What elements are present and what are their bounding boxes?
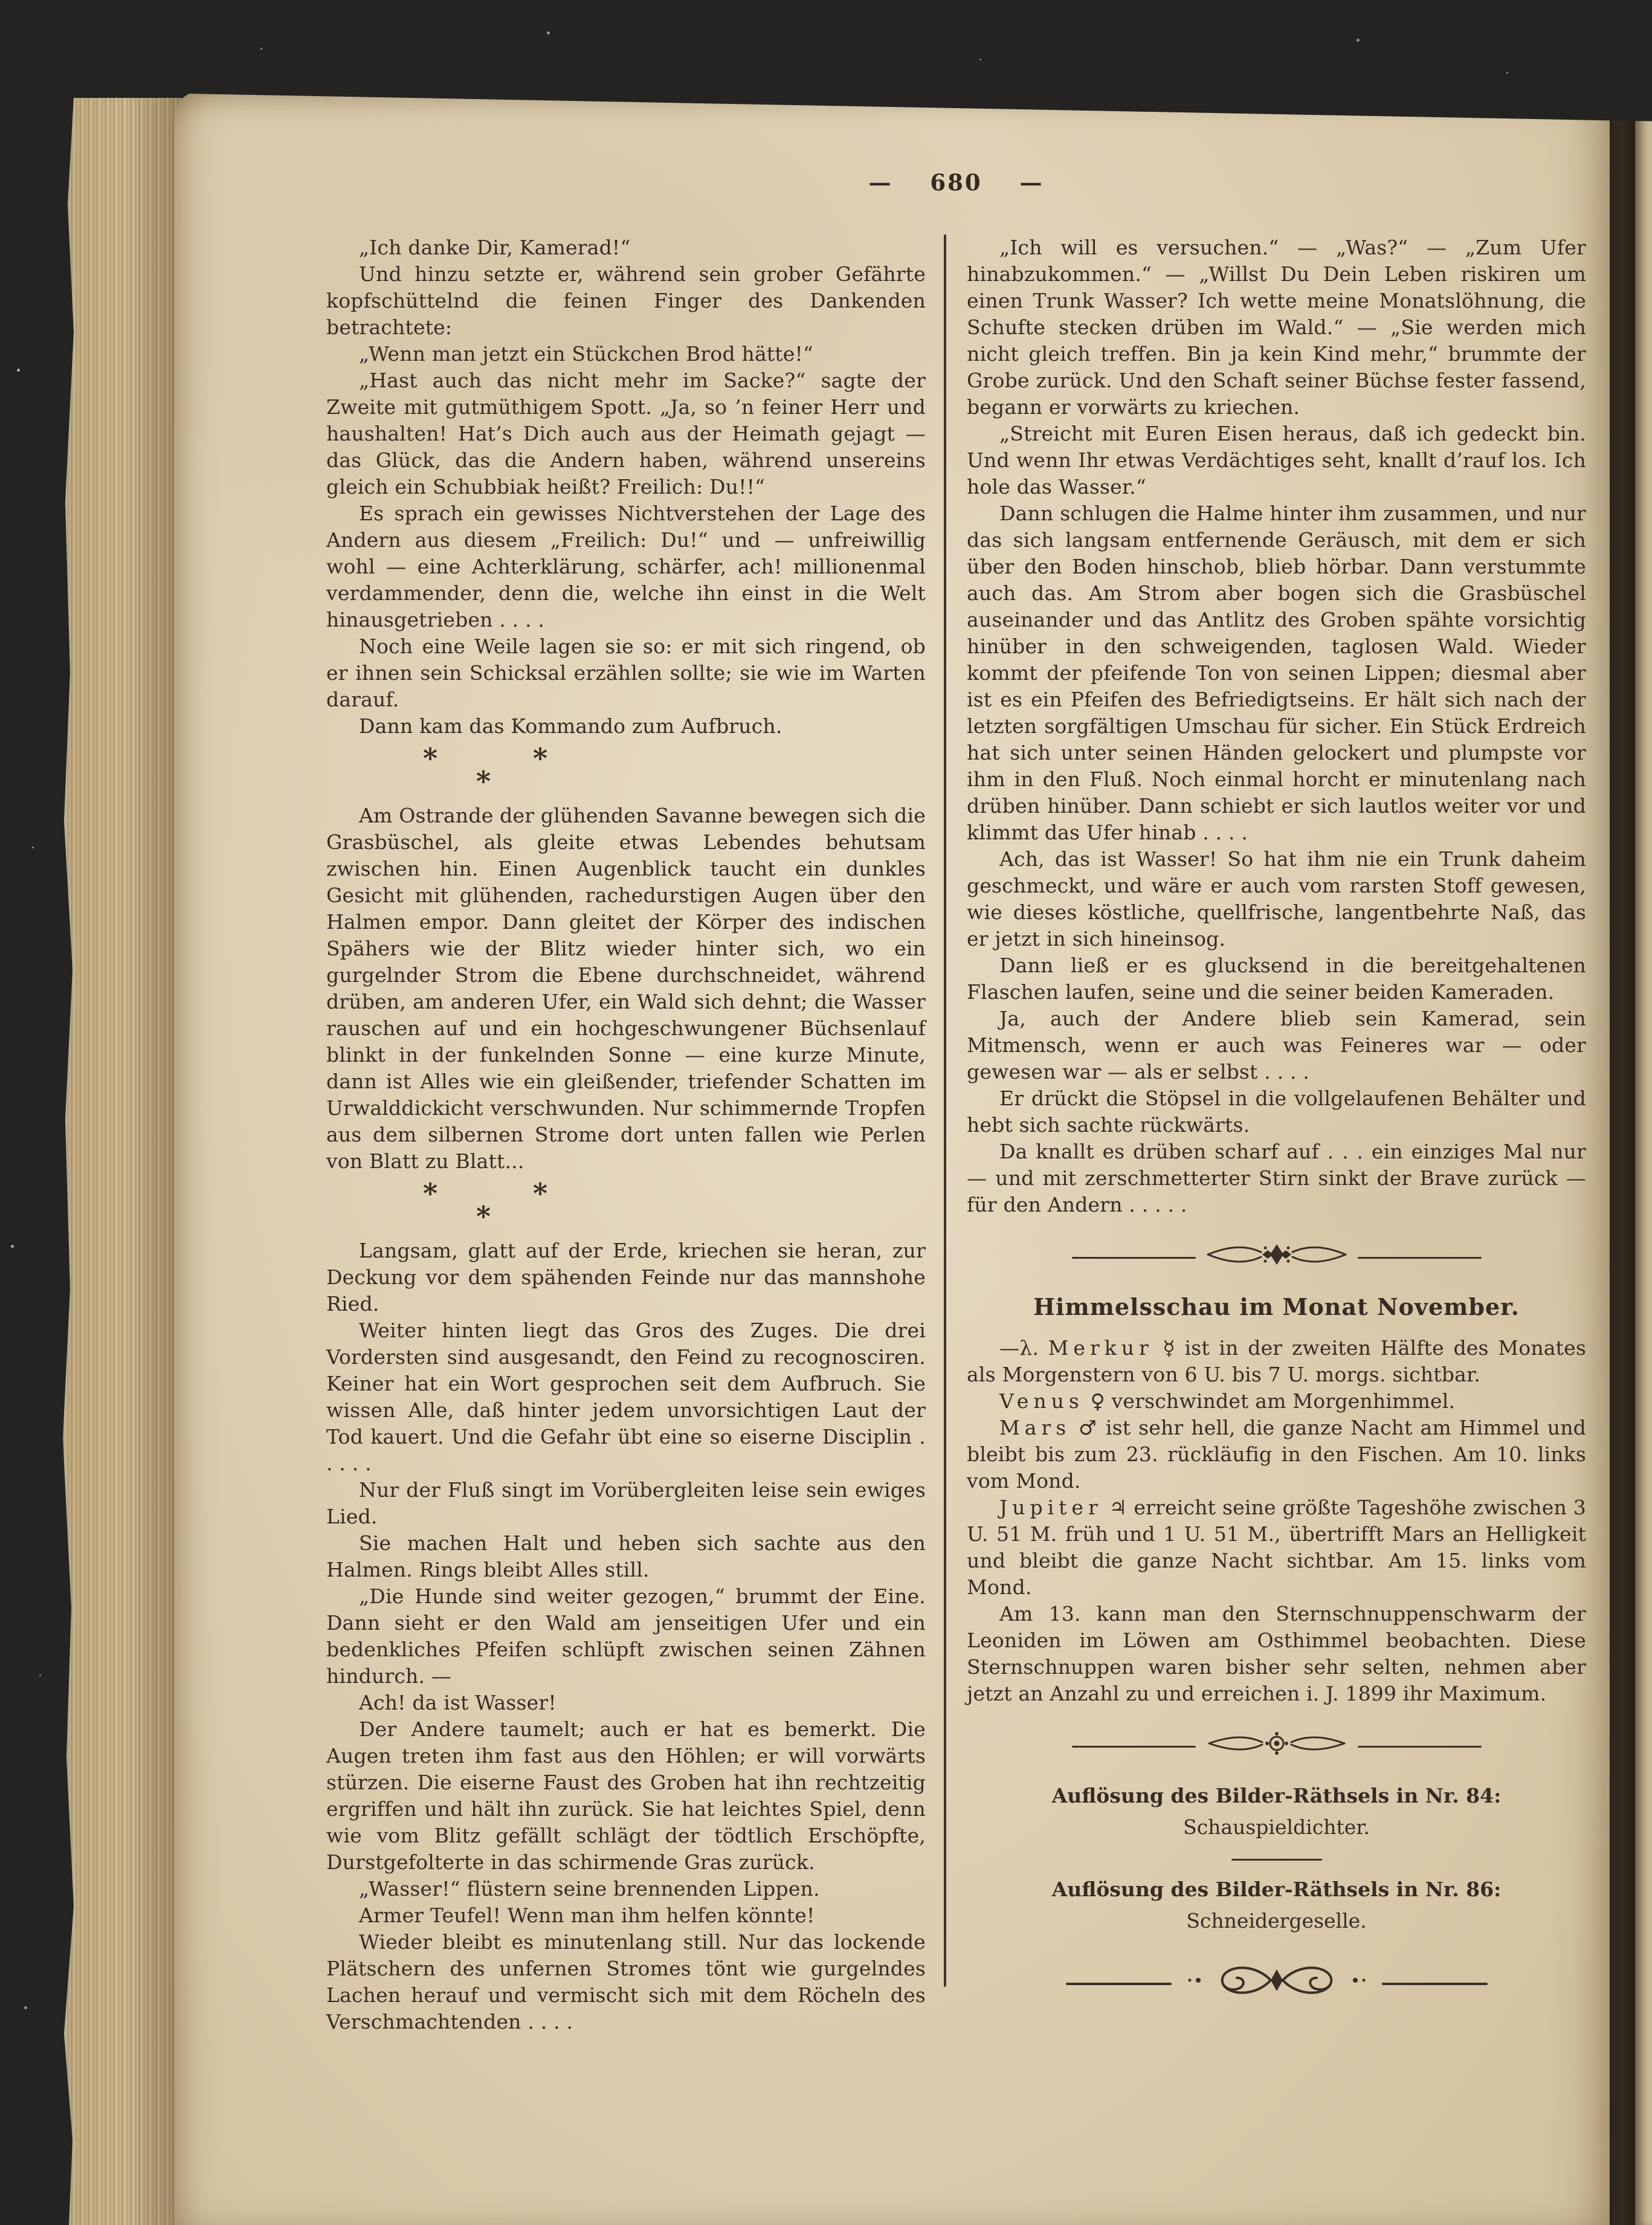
- ornamental-divider: [967, 1240, 1586, 1276]
- asterisk-glyph: *: [423, 742, 438, 775]
- story-paragraph: Langsam, glatt auf der Erde, kriechen sie heran, zur Deckung vor dem spähenden Feinde nur das mannshohe Ried.: [326, 1239, 926, 1316]
- astronomy-item-mars: Mars ♂ ist sehr hell, die ganze Nacht am Himmel und bleibt bis zum 23. rückläufig in den Fischen. Am 10. links vom Mond.: [967, 1416, 1586, 1493]
- story-paragraph: Nur der Fluß singt im Vorübergleiten leise sein ewiges Lied.: [326, 1478, 926, 1528]
- story-paragraph: Am 13. kann man den Sternschnuppenschwarm der Leoniden im Löwen am Osthimmel beobachten. Diese Sternschnuppen waren bisher sehr selten, nehmen aber jetzt an Anzahl zu und erreichen i. J. 1899 ihr Maximum.: [967, 1602, 1586, 1705]
- section-break-stars: [326, 1178, 926, 1234]
- divider-ornament: [1204, 1240, 1349, 1276]
- page-edge-stack: [56, 98, 184, 2225]
- story-paragraph: Sie machen Halt und heben sich sachte aus den Halmen. Rings bleibt Alles still.: [326, 1531, 926, 1581]
- riddle-solution: [967, 1876, 1586, 1934]
- divider-line: [1072, 1257, 1196, 1259]
- solution-separator-rule: [1231, 1859, 1322, 1861]
- astronomy-item-merkur: —λ. Merkur ☿ ist in der zweiten Hälfte des Monates als Morgenstern von 6 U. bis 7 U. morgs. sichtbar.: [967, 1336, 1586, 1386]
- planet-name: Merkur: [1048, 1336, 1153, 1360]
- story-paragraph: Er drückt die Stöpsel in die vollgelaufenen Behälter und hebt sich sachte rückwärts.: [967, 1087, 1586, 1137]
- right-column: [967, 234, 1586, 2009]
- story-paragraph: Der Andere taumelt; auch er hat es bemerkt. Die Augen treten ihm fast aus den Höhlen; er will vorwärts stürzen. Die eiserne Faust des Groben hat ihn rechtzeitig ergriffen und hält ihn zurück. Sie hat leichtes Spiel, denn wie vom Blitz gefällt schlägt der tödtlich Erschöpfte, Durstgefolterte in das schirmende Gras zurück.: [326, 1717, 926, 1874]
- story-paragraph: Am Ostrande der glühenden Savanne bewegen sich die Grasbüschel, als gleite etwas Lebendes behutsam zwischen hin. Einen Augenblick taucht ein dunkles Gesicht mit glühenden, rachedurstigen Augen über den Halmen empor. Dann gleitet der Körper des indischen Spähers wie der Blitz wieder hinter sich, wo ein gurgelnder Strom die Ebene durchschneidet, während drüben, am anderen Ufer, ein Wald sich dehnt; die Wasser rauschen auf und ein hochgeschwungener Büchsenlauf blinkt in der funkelnden Sonne — eine kurze Minute, dann ist Alles wie ein gleißender, triefender Schatten im Urwalddickicht verschwunden. Nur schimmernde Tropfen aus dem silbernen Strome dort unten fallen wie Perlen von Blatt zu Blatt...: [326, 804, 926, 1173]
- text-content: [326, 169, 1586, 2033]
- story-paragraph: Und hinzu setzte er, während sein grober Gefährte kopfschüttelnd die feinen Finger des Dankenden betrachtete:: [326, 262, 926, 339]
- planet-symbol-icon: ♂: [1079, 1416, 1099, 1439]
- adjacent-page-sliver: [1635, 91, 1652, 2225]
- story-paragraph: „Ich danke Dir, Kamerad!“: [359, 236, 631, 259]
- story-paragraph: „Streicht mit Euren Eisen heraus, daß ich gedeckt bin. Und wenn Ihr etwas Verdächtiges seht, knallt d’rauf los. Ich hole das Wasser.“: [967, 422, 1586, 499]
- asterisk-glyph: *: [533, 742, 548, 775]
- asterisk-glyph: *: [476, 1200, 491, 1233]
- story-paragraph: „Hast auch das nicht mehr im Sacke?“ sagte der Zweite mit gutmüthigem Spott. „Ja, so ’n feiner Herr und haushalten! Hat’s Dich auch aus der Heimath gejagt — das Glück, das die Andern haben, während unsereins gleich ein Schubbiak heißt? Freilich: Du!!“: [326, 369, 926, 499]
- story-paragraph: Es sprach ein gewisses Nichtverstehen der Lage des Andern aus diesem „Freilich: Du!“ und — unfreiwillig wohl — eine Achterklärung, schärfer, ach! millionenmal verdammender, denn die, welche ihn einst in die Welt hinausgetrieben . . . .: [326, 502, 926, 631]
- story-paragraph: Noch eine Weile lagen sie so: er mit sich ringend, ob er ihnen sein Schicksal erzählen sollte; sie wie im Warten darauf.: [326, 635, 926, 711]
- end-ornament-icon: [1180, 1959, 1373, 2002]
- story-paragraph: Da knallt es drüben scharf auf . . . ein einziges Mal nur — und mit zerschmetterter Stirn sinkt der Brave zurück — für den Andern . . . . .: [967, 1140, 1586, 1216]
- author-mark: —λ.: [999, 1336, 1048, 1360]
- divider-ornament: [1180, 1959, 1373, 2009]
- asterisk-glyph: *: [423, 1177, 438, 1210]
- story-paragraph: Wieder bleibt es minutenlang still. Nur das lockende Plätschern des unfernen Stromes tönt wie gurgelndes Lachen herauf und vermischt sich mit dem Röcheln des Verschmachtenden . . . .: [326, 1930, 926, 2033]
- planet-symbol-icon: ♀: [1090, 1389, 1105, 1413]
- gutter-shadow: [1608, 91, 1636, 2225]
- planet-name: Venus: [999, 1389, 1084, 1413]
- asterisk-glyph: *: [476, 765, 491, 798]
- divider-line: [1066, 1983, 1172, 1985]
- astronomy-item-venus: Venus ♀ verschwindet am Morgenhimmel.: [999, 1389, 1456, 1413]
- section-break-stars: [326, 743, 926, 799]
- story-paragraph: Dann schlugen die Halme hinter ihm zusammen, und nur das sich langsam entfernende Geräusch, mit dem er sich über den Boden hinschob, blieb hörbar. Dann verstummte auch das. Am Strom aber bogen sich die Grasbüschel auseinander und das Antlitz des Groben spähte vorsichtig hinüber in den schweigenden, taglosen Wald. Wieder kommt der pfeifende Ton von seinen Lippen; diesmal aber ist es ein Pfeifen des Befriedigtseins. Er hält sich nach der letzten sorgfältigen Umschau für sicher. Ein Stück Erdreich hat sich unter seinen Händen gelockert und plumpste vor ihm in den Fluß. Noch einmal horcht er minutenlang nach drüben hinüber. Dann schiebt er sich lautlos weiter vor und klimmt das Ufer hinab . . . .: [967, 502, 1586, 844]
- divider-ornament: [1204, 1729, 1349, 1765]
- divider-ornament-icon: [1204, 1240, 1349, 1269]
- story-paragraph: „Die Hunde sind weiter gezogen,“ brummt der Eine. Dann sieht er den Wald am jenseitigen Ufer und ein bedenkliches Pfeifen schlüpft zwischen seinen Zähnen hindurch. —: [326, 1584, 926, 1688]
- riddle-solution-answer: Schneidergeselle.: [1186, 1909, 1367, 1933]
- planet-symbol-icon: ☿: [1163, 1336, 1175, 1360]
- story-paragraph: Weiter hinten liegt das Gros des Zuges. Die drei Vordersten sind ausgesandt, den Feind zu recognosciren. Keiner hat ein Wort gesprochen seit dem Aufbruch. Sie wissen Alle, daß hinter jedem unvorsichtigen Laut der Tod kauert. Und die Gefahr übt eine so eiserne Disciplin . . . . .: [326, 1319, 926, 1475]
- ornamental-divider: [967, 1729, 1586, 1765]
- planet-symbol-icon: ♃: [1109, 1496, 1128, 1519]
- story-paragraph: Ja, auch der Andere blieb sein Kamerad, sein Mitmensch, wenn er auch was Feineres war — oder gewesen war — als er selbst . . . .: [967, 1007, 1586, 1083]
- end-ornament-divider: [967, 1959, 1586, 2009]
- asterisk-glyph: *: [533, 1177, 548, 1210]
- story-paragraph: „Wasser!“ flüstern seine brennenden Lippen.: [359, 1877, 820, 1900]
- story-paragraph: „Wenn man jetzt ein Stückchen Brod hätte!“: [359, 342, 813, 366]
- divider-ornament-icon: [1204, 1729, 1349, 1758]
- story-paragraph: Ach, das ist Wasser! So hat ihm nie ein Trunk daheim geschmeckt, und wäre er auch vom rarsten Stoff gewesen, wie dieses köstliche, quellfrische, langentbehrte Naß, das er jetzt in sich hineinsog.: [967, 847, 1586, 951]
- divider-line: [1382, 1983, 1488, 1985]
- story-paragraph: Dann kam das Kommando zum Aufbruch.: [359, 714, 782, 738]
- planet-name: Mars: [999, 1416, 1071, 1439]
- riddle-solution: [967, 1783, 1586, 1841]
- column-divider-rule: [944, 234, 946, 1987]
- story-paragraph: „Ich will es versuchen.“ — „Was?“ — „Zum Ufer hinabzukommen.“ — „Willst Du Dein Leben riskiren um einen Trunk Wasser? Ich wette meine Monatslöhnung, die Schufte stecken drüben im Wald.“ — „Sie werden mich nicht gleich treffen. Bin ja kein Kind mehr,“ brummte der Grobe zurück. Und den Schaft seiner Büchse fester fassend, begann er vorwärts zu kriechen.: [967, 236, 1586, 419]
- story-paragraph: Dann ließ er es glucksend in die bereitgehaltenen Flaschen laufen, seine und die seiner beiden Kameraden.: [967, 954, 1586, 1004]
- divider-line: [1072, 1746, 1196, 1748]
- astronomy-heading: Himmelsschau im Monat November.: [1033, 1293, 1520, 1320]
- astronomy-item-jupiter: Jupiter ♃ erreicht seine größte Tageshöhe zwischen 3 U. 51 M. früh und 1 U. 51 M., übertrifft Mars an Helligkeit und bleibt die ganze Nacht sichtbar. Am 15. links vom Mond.: [967, 1496, 1586, 1599]
- riddle-solution-title: Auflösung des Bilder-Räthsels in Nr. 86:: [1051, 1878, 1502, 1901]
- left-column: [326, 234, 926, 2035]
- book-page: [174, 91, 1610, 2225]
- riddle-solution-title: Auflösung des Bilder-Räthsels in Nr. 84:: [1051, 1784, 1502, 1807]
- riddle-solution-answer: Schauspieldichter.: [1183, 1815, 1370, 1839]
- page-number: — 680 —: [868, 169, 1044, 196]
- divider-line: [1358, 1257, 1482, 1259]
- story-paragraph: Armer Teufel! Wenn man ihm helfen könnte!: [359, 1904, 815, 1927]
- story-paragraph: Ach! da ist Wasser!: [359, 1691, 557, 1714]
- planet-name: Jupiter: [999, 1496, 1103, 1519]
- divider-line: [1358, 1746, 1482, 1748]
